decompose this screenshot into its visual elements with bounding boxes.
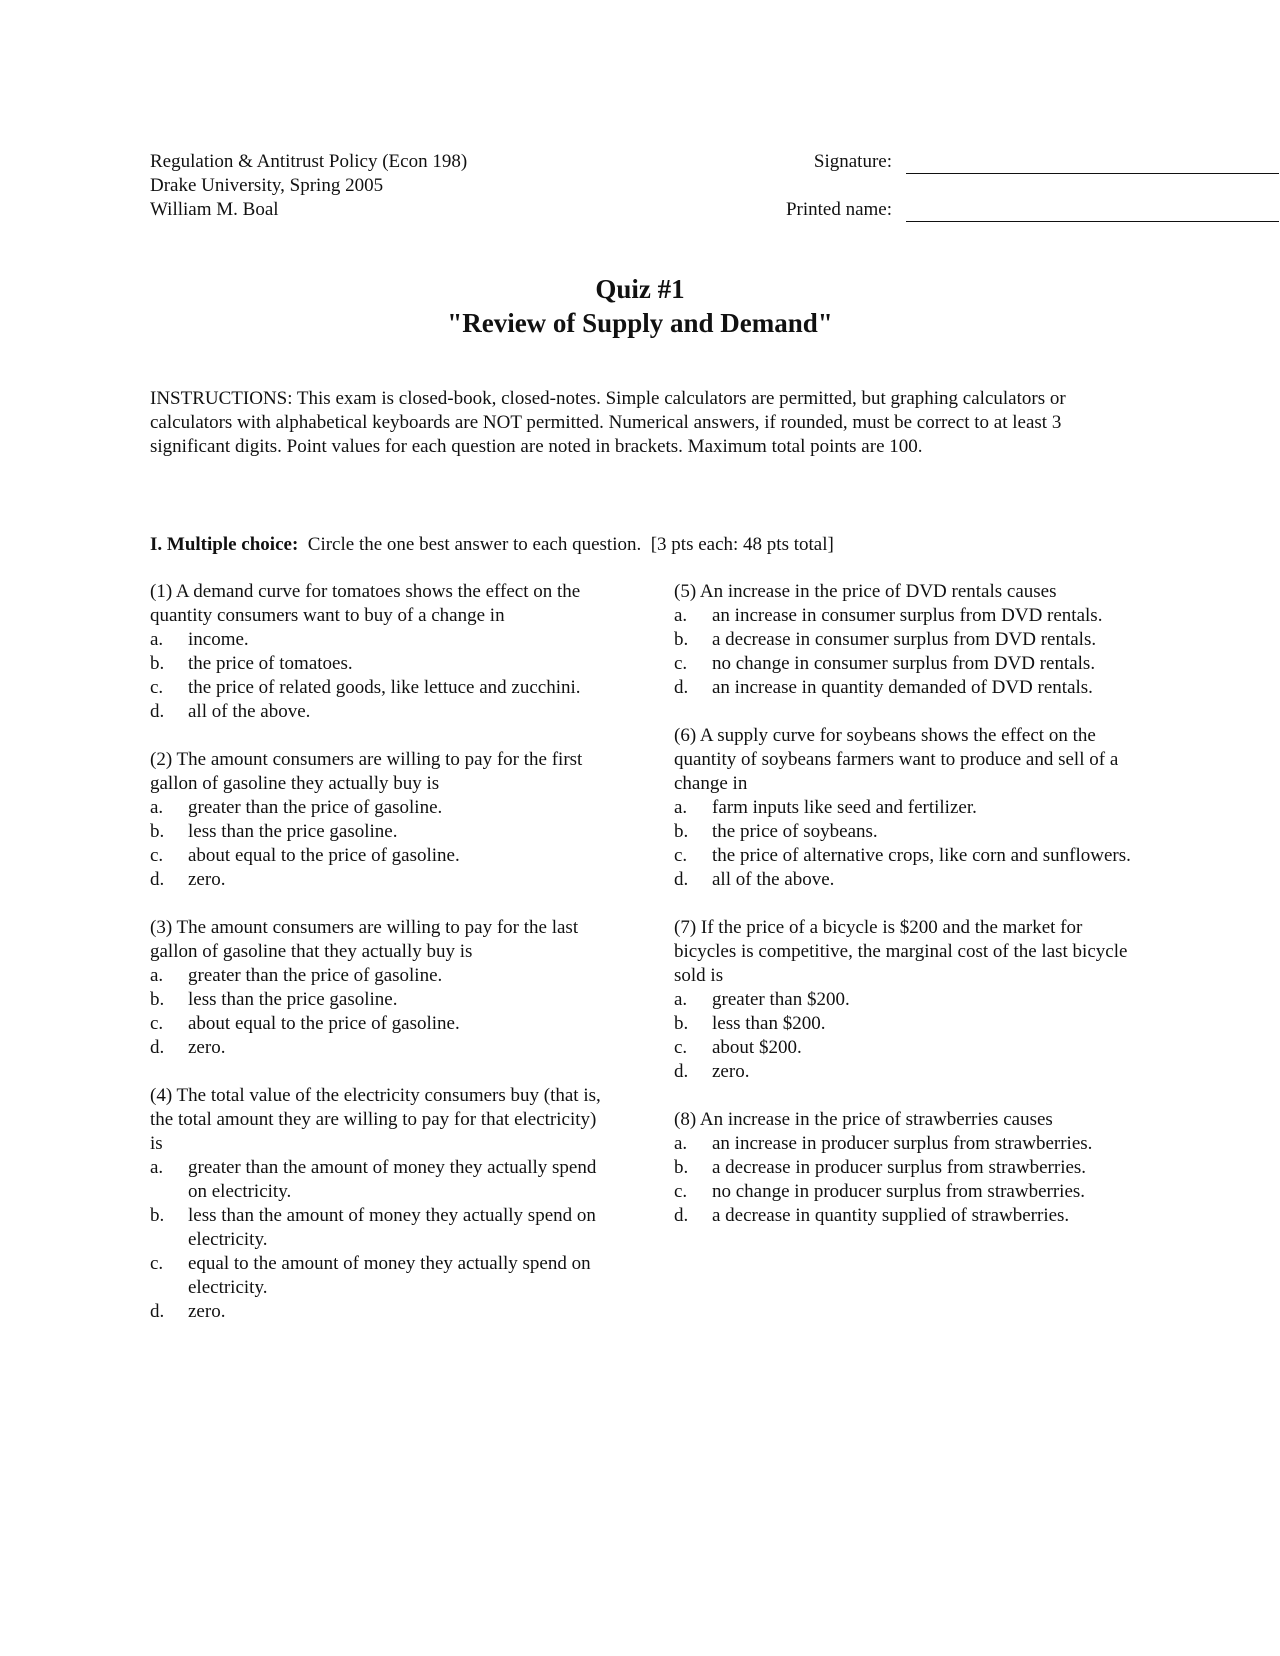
- answer-option-a[interactable]: [150, 1156, 610, 1204]
- option-text: all of the above.: [712, 869, 835, 890]
- option-letter: d.: [674, 1205, 689, 1226]
- option-text: no change in consumer surplus from DVD rentals.: [712, 653, 1096, 674]
- option-text: the price of alternative crops, like corn and sunflowers.: [712, 845, 1131, 866]
- question-stem: (1) A demand curve for tomatoes shows the effect on the quantity consumers want to buy of a change in: [150, 581, 581, 626]
- option-text: greater than the price of gasoline.: [188, 965, 443, 986]
- option-text: greater than the price of gasoline.: [188, 797, 443, 818]
- question-stem: (2) The amount consumers are willing to pay for the first gallon of gasoline they actually buy is: [150, 749, 583, 794]
- answer-option-b[interactable]: [674, 820, 1144, 844]
- option-letter: c.: [150, 677, 164, 698]
- question-6: [674, 724, 1144, 892]
- option-text: an increase in producer surplus from strawberries.: [712, 1133, 1093, 1154]
- signature-line[interactable]: [906, 155, 1279, 174]
- answer-option-c[interactable]: [674, 844, 1144, 868]
- answer-option-d[interactable]: [150, 1300, 610, 1324]
- printed-name-label: Printed name:: [785, 199, 892, 220]
- course-title: Regulation & Antitrust Policy (Econ 198): [150, 151, 468, 172]
- answer-option-a[interactable]: [150, 964, 610, 988]
- option-text: about equal to the price of gasoline.: [188, 845, 460, 866]
- answer-option-b[interactable]: [150, 988, 610, 1012]
- answer-option-b[interactable]: [674, 1156, 1144, 1180]
- answer-option-c[interactable]: [150, 1012, 610, 1036]
- signature-label: Signature:: [813, 151, 892, 172]
- answer-option-b[interactable]: [150, 820, 610, 844]
- question-stem: (5) An increase in the price of DVD rentals causes: [674, 581, 1057, 602]
- option-letter: c.: [150, 845, 164, 866]
- option-text: zero.: [712, 1061, 750, 1082]
- question-2: [150, 748, 610, 892]
- option-text: the price of soybeans.: [712, 821, 878, 842]
- option-text: equal to the amount of money they actually spend on electricity.: [188, 1253, 591, 1298]
- option-letter: a.: [674, 989, 688, 1010]
- option-letter: d.: [150, 1301, 165, 1322]
- question-3: [150, 916, 610, 1060]
- option-letter: c.: [674, 1181, 688, 1202]
- option-text: about $200.: [712, 1037, 802, 1058]
- option-text: a decrease in consumer surplus from DVD rentals.: [712, 629, 1097, 650]
- option-letter: a.: [150, 629, 164, 650]
- instructor-name: William M. Boal: [150, 199, 279, 220]
- option-letter: b.: [150, 989, 165, 1010]
- right-column: [674, 580, 1144, 1252]
- option-letter: b.: [674, 1157, 689, 1178]
- question-4: [150, 1084, 610, 1324]
- answer-option-a[interactable]: [674, 988, 1144, 1012]
- option-letter: a.: [674, 797, 688, 818]
- question-stem: (8) An increase in the price of strawberries causes: [674, 1109, 1053, 1130]
- left-column: [150, 580, 610, 1348]
- option-text: about equal to the price of gasoline.: [188, 1013, 460, 1034]
- answer-option-c[interactable]: [674, 1180, 1144, 1204]
- option-text: greater than $200.: [712, 989, 850, 1010]
- option-letter: c.: [674, 653, 688, 674]
- option-letter: b.: [674, 629, 689, 650]
- answer-option-b[interactable]: [674, 628, 1144, 652]
- option-text: no change in producer surplus from strawberries.: [712, 1181, 1086, 1202]
- option-letter: b.: [674, 1013, 689, 1034]
- option-text: greater than the amount of money they actually spend on electricity.: [188, 1157, 597, 1202]
- option-letter: b.: [150, 1205, 165, 1226]
- answer-option-a[interactable]: [150, 628, 610, 652]
- quiz-title-line2: "Review of Supply and Demand": [447, 308, 833, 338]
- option-letter: d.: [150, 869, 165, 890]
- question-1: [150, 580, 610, 724]
- quiz-title-line1: Quiz #1: [595, 274, 685, 304]
- option-letter: b.: [150, 821, 165, 842]
- signature-row: [620, 150, 1279, 174]
- option-text: zero.: [188, 1301, 226, 1322]
- answer-option-c[interactable]: [674, 1036, 1144, 1060]
- question-stem: (7) If the price of a bicycle is $200 and the market for bicycles is competitive, the marginal cost of the last bicycle sold is: [674, 917, 1128, 986]
- option-text: less than $200.: [712, 1013, 826, 1034]
- option-text: all of the above.: [188, 701, 311, 722]
- option-letter: c.: [150, 1253, 164, 1274]
- option-text: zero.: [188, 869, 226, 890]
- university-term: Drake University, Spring 2005: [150, 175, 384, 196]
- answer-option-b[interactable]: [150, 1204, 610, 1252]
- answer-option-d[interactable]: [674, 676, 1144, 700]
- option-text: income.: [188, 629, 249, 650]
- answer-option-a[interactable]: [674, 1132, 1144, 1156]
- option-text: a decrease in producer surplus from strawberries.: [712, 1157, 1087, 1178]
- option-text: less than the price gasoline.: [188, 989, 398, 1010]
- quiz-title: [150, 272, 1130, 340]
- option-text: the price of tomatoes.: [188, 653, 353, 674]
- answer-option-a[interactable]: [150, 796, 610, 820]
- answer-option-b[interactable]: [674, 1012, 1144, 1036]
- answer-option-c[interactable]: [150, 1252, 610, 1300]
- header: [150, 150, 1130, 230]
- answer-option-c[interactable]: [674, 652, 1144, 676]
- answer-option-d[interactable]: [150, 700, 610, 724]
- option-letter: a.: [150, 797, 164, 818]
- option-letter: c.: [150, 1013, 164, 1034]
- option-letter: a.: [150, 1157, 164, 1178]
- option-letter: a.: [674, 1133, 688, 1154]
- answer-option-d[interactable]: [150, 1036, 610, 1060]
- option-letter: d.: [674, 677, 689, 698]
- answer-option-a[interactable]: [674, 796, 1144, 820]
- option-letter: b.: [150, 653, 165, 674]
- question-7: [674, 916, 1144, 1084]
- option-letter: c.: [674, 845, 688, 866]
- option-letter: a.: [674, 605, 688, 626]
- question-stem: (4) The total value of the electricity consumers buy (that is, the total amount they are willing to pay for that electricity) is: [150, 1085, 601, 1154]
- answer-option-d[interactable]: [674, 1204, 1144, 1228]
- option-text: an increase in consumer surplus from DVD rentals.: [712, 605, 1103, 626]
- question-8: [674, 1108, 1144, 1228]
- option-letter: d.: [150, 1037, 165, 1058]
- answer-option-d[interactable]: [150, 868, 610, 892]
- option-letter: c.: [674, 1037, 688, 1058]
- option-letter: b.: [674, 821, 689, 842]
- question-stem: (3) The amount consumers are willing to pay for the last gallon of gasoline that they actually buy is: [150, 917, 579, 962]
- answer-option-a[interactable]: [674, 604, 1144, 628]
- option-text: farm inputs like seed and fertilizer.: [712, 797, 977, 818]
- option-text: less than the amount of money they actually spend on electricity.: [188, 1205, 596, 1250]
- option-text: zero.: [188, 1037, 226, 1058]
- option-text: an increase in quantity demanded of DVD rentals.: [712, 677, 1093, 698]
- option-letter: d.: [674, 1061, 689, 1082]
- quiz-page: [150, 150, 1131, 1322]
- printed-name-row: [620, 198, 1279, 222]
- section-label: I. Multiple choice:: [150, 534, 299, 555]
- course-info: [150, 150, 570, 222]
- answer-option-c[interactable]: [150, 844, 610, 868]
- section-heading: [150, 533, 1130, 557]
- answer-option-d[interactable]: [674, 868, 1144, 892]
- option-text: the price of related goods, like lettuce and zucchini.: [188, 677, 581, 698]
- option-letter: d.: [150, 701, 165, 722]
- printed-name-line[interactable]: [906, 203, 1279, 222]
- option-letter: d.: [674, 869, 689, 890]
- option-text: a decrease in quantity supplied of strawberries.: [712, 1205, 1070, 1226]
- answer-option-d[interactable]: [674, 1060, 1144, 1084]
- answer-option-c[interactable]: [150, 676, 610, 700]
- answer-option-b[interactable]: [150, 652, 610, 676]
- instructions: INSTRUCTIONS: This exam is closed-book, closed-notes. Simple calculators are permitted, but graphing calculators or calculators with alphabetical keyboards are NOT permitted. Numerical answers, if rounded, must be correct to at least 3 significant digits. Point values for each question are noted in brackets. Maximum total points are 100.: [150, 388, 1066, 457]
- option-letter: a.: [150, 965, 164, 986]
- section-text: Circle the one best answer to each question. [3 pts each: 48 pts total]: [298, 534, 834, 555]
- question-stem: (6) A supply curve for soybeans shows the effect on the quantity of soybeans farmers want to produce and sell of a change in: [674, 725, 1119, 794]
- question-5: [674, 580, 1144, 700]
- option-text: less than the price gasoline.: [188, 821, 398, 842]
